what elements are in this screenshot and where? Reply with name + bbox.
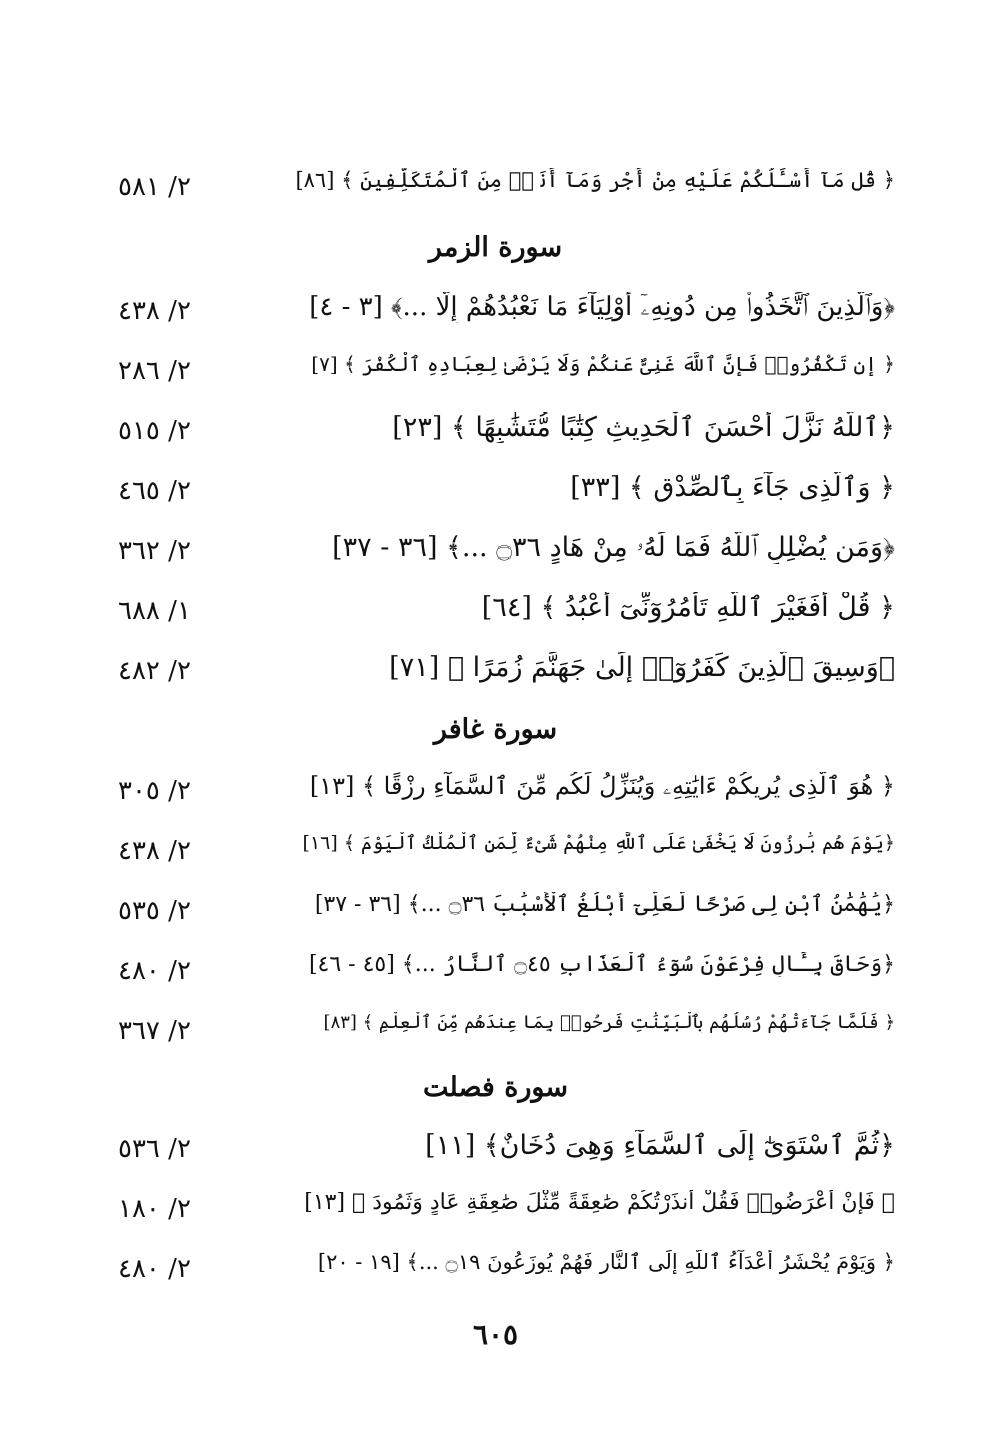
index-entry: [100, 832, 895, 882]
volume-page-ref: ٢/ ٤٨٠: [118, 956, 191, 986]
verse-text: ﴿ قُل مَآ أَسْـَٔلُكُمْ عَلَيْهِ مِنْ أَجْرٍ وَمَآ أَنَا۠ مِنَ ٱلْمُتَكَلِّفِينَ ﴾ [٨٦]: [295, 168, 895, 192]
verse-text: ﴿ فَإِنْ أَعْرَضُوا۟ فَقُلْ أَنذَرْتُكُمْ صَٰعِقَةً مِّثْلَ صَٰعِقَةِ عَادٍ وَثَمُودَ ﴾ [١٣]: [304, 1190, 895, 1215]
volume-page-ref: ٢/ ٣٠٥: [118, 776, 191, 806]
verse-text: ﴿ قُلْ أَفَغَيْرَ ٱللَّهِ تَأْمُرُوٓنِّىٓ أَعْبُدُ ﴾ [٦٤]: [481, 592, 895, 623]
index-entry: [100, 772, 895, 822]
index-entry: [100, 472, 895, 522]
verse-text: ﴿وَسِيقَ ٱلَّذِينَ كَفَرُوٓا۟ إِلَىٰ جَهَنَّمَ زُمَرًا ﴾ [٧١]: [389, 652, 895, 683]
index-entry: [100, 1190, 895, 1240]
index-entry: [100, 1012, 895, 1062]
volume-page-ref: ٢/ ٤٣٨: [118, 836, 191, 866]
verse-text: ﴿يَٰهَٰمَٰنُ ٱبْنِ لِى صَرْحًا لَّعَلِّىٓ أَبْلُغُ ٱلْأَسْبَٰبَ ۝٣٦ ...﴾ [٣٦ - ٣٧]: [314, 892, 895, 917]
index-entry: [100, 1250, 895, 1300]
volume-page-ref: ٢/ ٥٣٦: [118, 1134, 191, 1164]
volume-page-ref: ٢/ ٤٦٥: [118, 476, 191, 506]
volume-page-ref: ٢/ ١٨٠: [118, 1194, 191, 1224]
volume-page-ref: ٢/ ٤٣٨: [118, 296, 191, 326]
volume-page-ref: ٢/ ٢٨٦: [118, 356, 191, 386]
index-entry: [100, 1130, 895, 1180]
verse-text: ﴿وَمَن يُضْلِلِ ٱللَّهُ فَمَا لَهُۥ مِنْ هَادٍ ۝٣٦ ...﴾ [٣٦ - ٣٧]: [332, 532, 895, 563]
index-entry: [100, 168, 895, 218]
index-entry: [100, 652, 895, 702]
index-entry: [100, 412, 895, 462]
surah-heading: سورة غافر: [433, 714, 558, 745]
index-entry: [100, 292, 895, 342]
volume-page-ref: ٢/ ٥٣٥: [118, 896, 191, 926]
volume-page-ref: ٢/ ٥٨١: [118, 172, 191, 202]
surah-heading: سورة فصلت: [423, 1072, 568, 1103]
volume-page-ref: ٢/ ٣٦٧: [118, 1016, 191, 1046]
volume-page-ref: ٢/ ٤٨٠: [118, 1254, 191, 1284]
index-entry: [100, 952, 895, 1002]
index-entry: [100, 352, 895, 402]
verse-text: ﴿ٱللَّهُ نَزَّلَ أَحْسَنَ ٱلْحَدِيثِ كِتَٰبًا مُّتَشَٰبِهًا ﴾ [٢٣]: [392, 412, 895, 443]
verse-text: ﴿ثُمَّ ٱسْتَوَىٰٓ إِلَى ٱلسَّمَآءِ وَهِىَ دُخَانٌ﴾ [١١]: [425, 1130, 895, 1161]
verse-text: ﴿ إِن تَكْفُرُوا۟ فَإِنَّ ٱللَّهَ غَنِىٌّ عَنكُمْ وَلَا يَرْضَىٰ لِعِبَادِهِ ٱلْكُفْرَ ﴾ [٧]: [311, 352, 895, 376]
verse-text: ﴿وَحَاقَ بِـَٔالِ فِرْعَوْنَ سُوٓءُ ٱلْعَذَابِ ۝٤٥ ٱلنَّارُ ...﴾ [٤٥ - ٤٦]: [308, 952, 895, 977]
surah-heading: سورة الزمر: [428, 232, 563, 263]
index-entry: [100, 532, 895, 582]
volume-page-ref: ٢/ ٤٨٢: [118, 656, 191, 686]
index-entry: [100, 592, 895, 642]
verse-text: ﴿ فَلَمَّا جَآءَتْهُمْ رُسُلُهُم بِٱلْبَيِّنَٰتِ فَرِحُوا۟ بِمَا عِندَهُم مِّنَ ٱلْعِلْمِ ﴾ [٨٣]: [323, 1012, 895, 1033]
volume-page-ref: ٢/ ٥١٥: [118, 416, 191, 446]
verse-text: ﴿يَوْمَ هُم بَٰرِزُونَ لَا يَخْفَىٰ عَلَى ٱللَّهِ مِنْهُمْ شَىْءٌ لِّمَنِ ٱلْمُلْكُ ٱلْيَوْمَ ﴾ [١٦]: [302, 832, 895, 854]
page-number: ٦٠٥: [472, 1318, 519, 1351]
verse-text: ﴿ هُوَ ٱلَّذِى يُرِيكُمْ ءَايَٰتِهِۦ وَيُنَزِّلُ لَكُم مِّنَ ٱلسَّمَآءِ رِزْقًا ﴾ [١٣]: [309, 772, 895, 800]
verse-text: ﴿وَٱلَّذِينَ ٱتَّخَذُوا۟ مِن دُونِهِۦٓ أَوْلِيَآءَ مَا نَعْبُدُهُمْ إِلَّا ...﴾ [٣ - ٤]: [309, 292, 895, 322]
volume-page-ref: ١/ ٦٨٨: [118, 596, 191, 626]
index-entry: [100, 892, 895, 942]
verse-text: ﴿ وَيَوْمَ يُحْشَرُ أَعْدَآءُ ٱللَّهِ إِلَى ٱلنَّارِ فَهُمْ يُوزَعُونَ ۝١٩ ...﴾ [١٩ - ٢٠]: [317, 1250, 895, 1274]
verse-text: ﴿ وَٱلَّذِى جَآءَ بِٱلصِّدْقِ ﴾ [٣٣]: [570, 472, 895, 503]
volume-page-ref: ٢/ ٣٦٢: [118, 536, 191, 566]
